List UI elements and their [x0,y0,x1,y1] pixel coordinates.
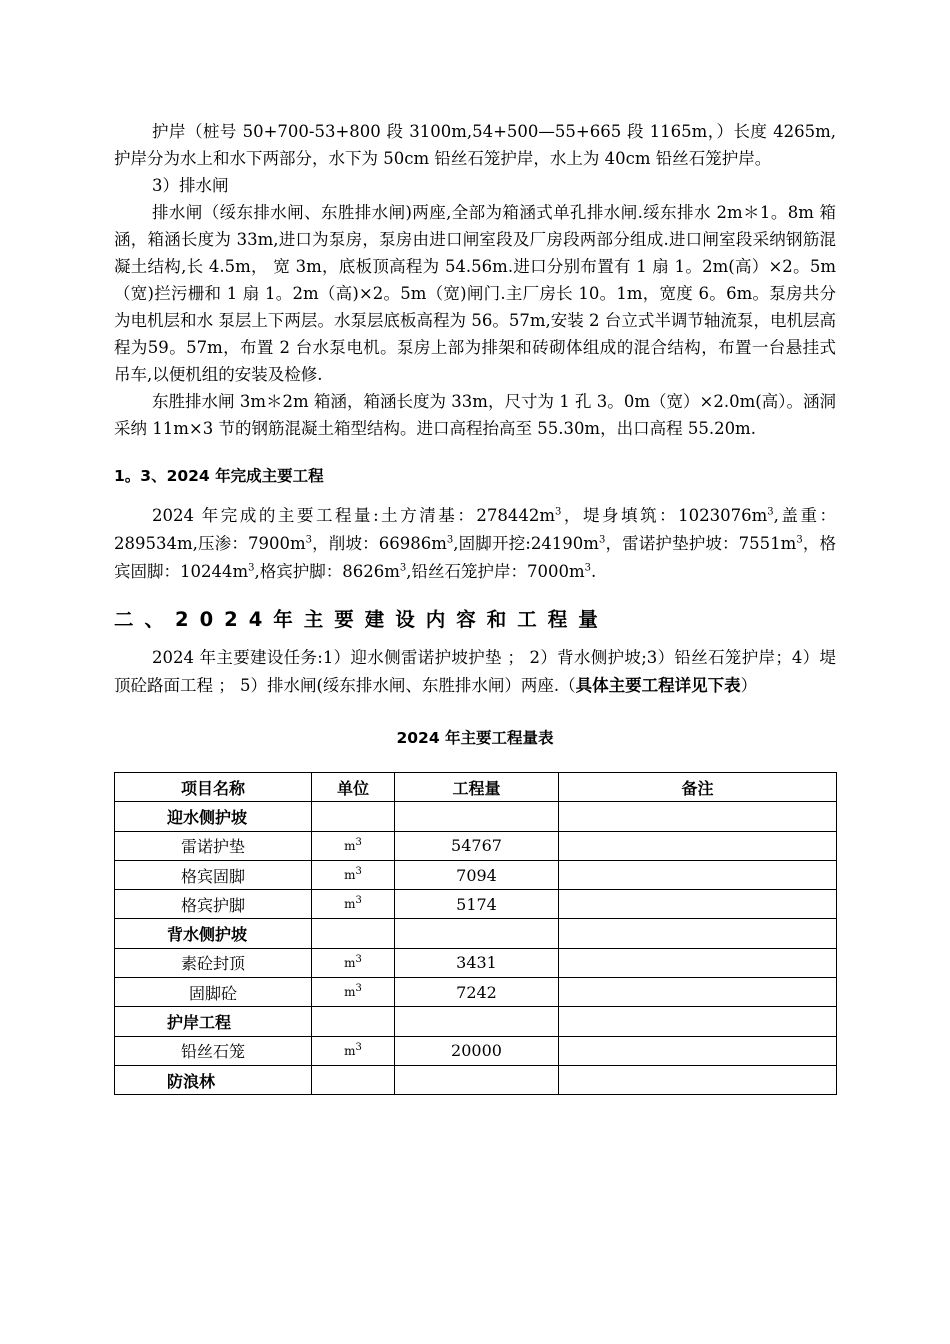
quantity-cell: 7094 [395,860,559,889]
completed-text: ,格宾护脚：8626m [254,562,400,581]
section-2-heading: 二、2024年主要建设内容和工程量 [114,608,609,631]
category-cell: 背水侧护坡 [115,919,312,948]
cubic-superscript: 3 [355,953,362,965]
cubic-superscript: 3 [355,983,362,995]
quantity-cell [395,1007,559,1036]
remarks-cell [559,831,837,860]
table-row [115,978,837,1007]
unit-cell [312,860,395,889]
cubic-superscript: 3 [355,866,362,878]
unit-cell [312,831,395,860]
unit-text: m [344,838,356,853]
quantity-cell [395,802,559,831]
remarks-cell [559,802,837,831]
table-title: 2024 年主要工程量表 [396,729,554,747]
unit-cell [312,890,395,919]
unit-cell [312,1036,395,1065]
completed-text: . [591,562,597,581]
tasks-text: 2024 年主要建设任务:1）迎水侧雷诺护坡护垫 ； 2）背水侧护坡;3）铅丝石笼护岸；4）堤顶砼路面工程 ； 5）排水闸(绥东排水闸、东胜排水闸）两座.（ [114,648,836,695]
tasks-paragraph [114,644,836,700]
completed-text: ，堤身填筑： [561,506,679,525]
completed-text: ,压渗：7900m [192,534,306,553]
remarks-cell [559,1036,837,1065]
quantity-cell: 3431 [395,948,559,977]
completed-quantities-paragraph [114,502,836,586]
table-header-row [115,773,837,802]
unit-text: m [344,985,356,1000]
remarks-cell [559,1065,837,1094]
table-row [115,802,837,831]
header-item-name: 项目名称 [115,773,312,802]
cubic-superscript: 3 [446,534,454,546]
drain-gate-paragraph-2: 东胜排水闸 3m＊2m 箱涵，箱涵长度为 33m，尺寸为 1 孔 3。0m（宽）×2.0m(高）。涵洞采纳 11m×3 节的钢筋混凝土箱型结构。进口高程抬高至 55.30m，出口高程 55.20m. [114,392,836,438]
table-row [115,860,837,889]
item-name-cell: 铅丝石笼 [115,1036,312,1065]
cubic-superscript: 3 [399,562,407,574]
completed-text: ，格宾固脚：10244m [114,534,836,581]
cubic-superscript: 3 [555,506,562,518]
document-page [114,118,836,1095]
revetment-paragraph: 护岸（桩号 50+700-53+800 段 3100m,54+500—55+665 段 1165m，）长度 4265m,护岸分为水上和水下两部分，水下为 50cm 铅丝石笼护岸，水上为 40cm 铅丝石笼护岸。 [114,122,836,168]
section-1-3-heading: 1。3、2024 年完成主要工程 [114,467,324,485]
completed-text: ，削坡：66986m [312,534,447,553]
cubic-superscript: 3 [598,534,606,546]
quantity-cell: 5174 [395,890,559,919]
unit-text: m [344,897,356,912]
completed-prefix: 2024 年完成的主要工程量:土方清基： [152,506,477,525]
remarks-cell [559,1007,837,1036]
table-row [115,1065,837,1094]
table-row [115,831,837,860]
item-name-cell: 格宾护脚 [115,890,312,919]
category-cell: 护岸工程 [115,1007,312,1036]
remarks-cell [559,860,837,889]
cubic-superscript: 3 [796,534,803,546]
remarks-cell [559,919,837,948]
header-remarks: 备注 [559,773,837,802]
header-quantity: 工程量 [395,773,559,802]
quantity-cell: 7242 [395,978,559,1007]
completed-value: 1023076m [678,506,768,525]
unit-cell [312,978,395,1007]
quantity-cell: 54767 [395,831,559,860]
cubic-superscript: 3 [355,836,362,848]
completed-value: 278442m [476,506,556,525]
completed-text: ，雷诺护垫护坡：7551m [605,534,797,553]
remarks-cell [559,890,837,919]
unit-text: m [344,955,356,970]
table-row [115,1007,837,1036]
completed-text: ,盖重：289534m [114,506,837,553]
unit-cell [312,1007,395,1036]
cubic-superscript: 3 [355,1041,362,1053]
unit-cell [312,802,395,831]
table-body [115,802,837,1095]
drain-gate-paragraph-1: 排水闸（绥东排水闸、东胜排水闸)两座,全部为箱涵式单孔排水闸.绥东排水 2m＊1。8m 箱涵，箱涵长度为 33m,进口为泵房，泵房由进口闸室段及厂房段两部分组成.进口闸室段采纳钢筋混凝土结构,长 4.5m， 宽 3m，底板顶高程为 54.56m.进口分别布置有 1 扇 1。2m(高）×2。5m（宽)拦污栅和 1 扇 1。2m（高)×2。5m（宽)闸门.主厂房长 10。1m，宽度 6。6m。泵房共分为电机层和水 泵层上下两层。水泵层底板高程为 56。57m,安装 2 台立式半调节轴流泵，电机层高程为59。57m，布置 2 台水泵电机。泵房上部为排架和砖砌体组成的混合结构，布置一台悬挂式吊车,以便机组的安装及检修. [114,203,836,384]
drain-gate-heading: 3）排水闸 [152,176,229,195]
quantity-cell: 20000 [395,1036,559,1065]
table-row [115,919,837,948]
unit-cell [312,948,395,977]
cubic-superscript: 3 [248,562,255,574]
remarks-cell [559,948,837,977]
header-unit: 单位 [312,773,395,802]
quantities-table [114,772,837,1095]
table-row [115,948,837,977]
unit-text: m [344,868,356,883]
tasks-end: ） [740,676,758,695]
cubic-superscript: 3 [355,895,362,907]
remarks-cell [559,978,837,1007]
completed-text: ,铅丝石笼护岸：7000m [406,562,585,581]
category-cell: 防浪林 [115,1065,312,1094]
unit-cell [312,919,395,948]
tasks-bold-note: 具体主要工程详见下表 [575,676,741,695]
unit-text: m [344,1043,356,1058]
quantity-cell [395,1065,559,1094]
cubic-superscript: 3 [767,506,774,518]
table-row [115,1036,837,1065]
cubic-superscript: 3 [305,534,312,546]
cubic-superscript: 3 [584,562,592,574]
completed-text: ,固脚开挖:24190m [453,534,599,553]
item-name-cell: 素砼封顶 [115,948,312,977]
quantity-cell [395,919,559,948]
item-name-cell: 格宾固脚 [115,860,312,889]
item-name-cell: 雷诺护垫 [115,831,312,860]
category-cell: 迎水侧护坡 [115,802,312,831]
unit-cell [312,1065,395,1094]
item-name-cell: 固脚砼 [115,978,312,1007]
table-row [115,890,837,919]
